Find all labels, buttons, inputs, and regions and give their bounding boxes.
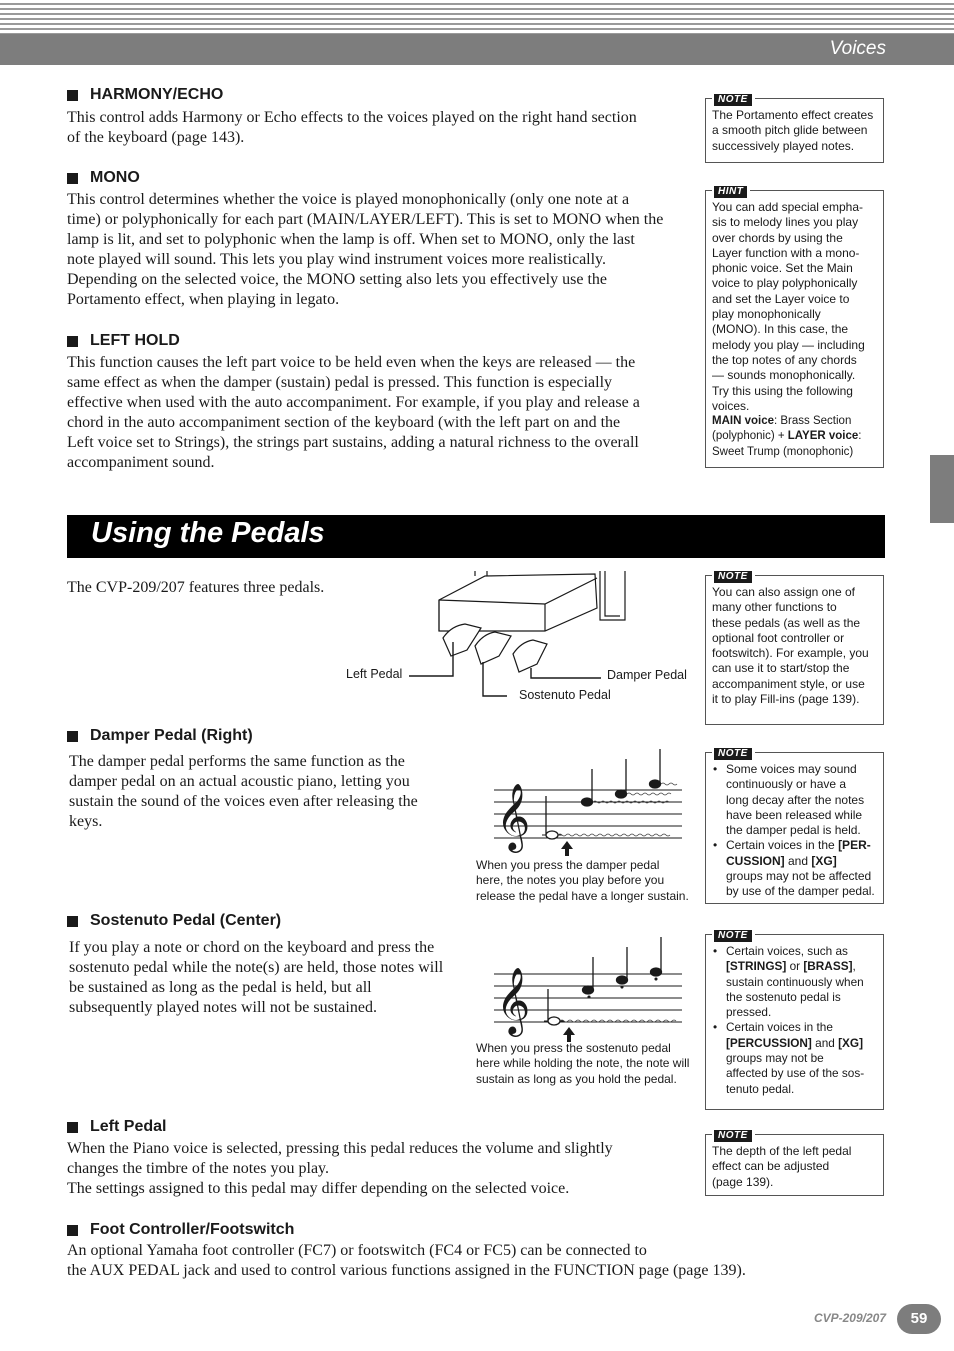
sostenuto-caption: When you press the sostenuto pedal here while holding the note, the note will sustain as long as you hold the pedal. xyxy=(476,1041,690,1086)
damper-pedal-label: Damper Pedal xyxy=(607,668,687,682)
heading-bullet-icon xyxy=(67,1122,78,1133)
note-box-damper: NOTE • Some voices may sound continuously or have a long decay after the notes have been released while the damper pedal is held. • Certain voices in the [PER- CUSSION] and [XG] groups may not be affected by use of the damper pedal. xyxy=(705,752,884,904)
hint-tag-icon: HINT xyxy=(714,186,747,198)
harmony-text: This control adds Harmony or Echo effects to the voices played on the right hand section of the keyboard (page 143). xyxy=(67,109,637,146)
foot-text: An optional Yamaha foot controller (FC7) or footswitch (FC4 or FC5) can be connected to the AUX PEDAL jack and used to control various functions assigned in the FUNCTION page (page 139). xyxy=(67,1242,746,1279)
heading-bullet-icon xyxy=(67,173,78,184)
heading-bullet-icon xyxy=(67,1225,78,1236)
section-banner-title: Using the Pedals xyxy=(91,517,325,549)
hint-box: HINT You can add special empha- sis to melody lines you play over chords by using the Layer function with a mono- phonic voice. Set the Main voice to play polyphonically and set the Layer voice to play monophonically (MONO). In this case, the melody you play — including the top notes of any chords — sounds monophonically. Try this using the following voices. MAIN voice: Brass Section (polyphonic) + LAYER voice: Sweet Trump (monophonic) xyxy=(705,190,884,468)
svg-text:𝄞: 𝄞 xyxy=(496,966,531,1034)
heading-bullet-icon xyxy=(67,916,78,927)
sostenuto-pedal-label: Sostenuto Pedal xyxy=(519,688,611,702)
sostenuto-staff-diagram xyxy=(490,933,685,1045)
heading-bullet-icon xyxy=(67,90,78,101)
heading-bullet-icon xyxy=(67,731,78,742)
harmony-heading: HARMONY/ECHO xyxy=(67,86,223,104)
header-stripes xyxy=(0,0,954,34)
mono-heading: MONO xyxy=(67,169,140,187)
sostenuto-text: If you play a note or chord on the keyboard and press the sostenuto pedal while the note(s) are held, those notes will be sustained as long as the pedal is held, but all subsequently played notes will not be sustained. xyxy=(69,939,444,1016)
note-box-left-pedal: NOTE The depth of the left pedal effect can be adjusted (page 139). xyxy=(705,1134,884,1196)
note-tag-icon: NOTE xyxy=(714,930,752,942)
svg-text:𝄞: 𝄞 xyxy=(496,782,531,850)
note-tag-icon: NOTE xyxy=(714,571,752,583)
note-tag-icon: NOTE xyxy=(714,748,752,760)
left-pedal-text: When the Piano voice is selected, pressing this pedal reduces the volume and slightly changes the timbre of the notes you play. The settings assigned to this pedal may differ depending on the selected voice. xyxy=(67,1140,613,1197)
damper-caption: When you press the damper pedal here, the notes you play before you release the pedal have a longer sustain. xyxy=(476,858,689,903)
chapter-tab xyxy=(930,455,954,523)
pedal-illustration xyxy=(395,568,635,708)
note-tag-icon: NOTE xyxy=(714,94,752,106)
arrow-up-icon xyxy=(561,841,573,856)
damper-text: The damper pedal performs the same function as the damper pedal on an actual acoustic piano, letting you sustain the sound of the voices even after releasing the keys. xyxy=(69,753,418,830)
note-tag-icon: NOTE xyxy=(714,1130,752,1142)
header-bar xyxy=(0,34,954,65)
left-pedal-heading: Left Pedal xyxy=(67,1118,166,1136)
note-box-portamento: NOTE The Portamento effect creates a smooth pitch glide between successively played notes. xyxy=(705,98,884,163)
page-number: 59 xyxy=(897,1304,941,1334)
section-title: Voices xyxy=(829,38,886,59)
section-banner xyxy=(67,515,885,558)
note-box-assign: NOTE You can also assign one of many other functions to these pedals (as well as the optional foot controller or footswitch). For example, you can use it to start/stop the accompaniment style, or use it to play Fill-ins (page 139). xyxy=(705,575,884,725)
arrow-up-icon xyxy=(563,1027,575,1042)
pedals-intro: The CVP-209/207 features three pedals. xyxy=(67,579,325,596)
damper-heading: Damper Pedal (Right) xyxy=(67,727,253,745)
foot-heading: Foot Controller/Footswitch xyxy=(67,1221,294,1239)
left-hold-heading: LEFT HOLD xyxy=(67,332,180,350)
sostenuto-heading: Sostenuto Pedal (Center) xyxy=(67,912,281,930)
damper-staff-diagram xyxy=(490,745,685,857)
note-box-sostenuto: NOTE • Certain voices, such as [STRINGS] or [BRASS], sustain continuously when the sostenuto pedal is pressed. • Certain voices in the [PERCUSSION] and [XG] groups may not be affected by use of the sos- tenuto pedal. xyxy=(705,934,884,1110)
mono-text: This control determines whether the voice is played monophonically (only one note at a time) or polyphonically for each part (MAIN/LAYER/LEFT). This is set to MONO when the lamp is lit, and set to polyphonic when the lamp is off. When set to MONO, only the last note played will sound. This lets you play wind instrument voices more realistically. Depending on the selected voice, the MONO setting also lets you effectively use the Portamento effect, when playing in legato. xyxy=(67,191,664,308)
heading-bullet-icon xyxy=(67,336,78,347)
left-hold-text: This function causes the left part voice to be held even when the keys are released — the same effect as when the damper (sustain) pedal is pressed. This function is especially effective when used with the auto accompaniment. For example, if you play and release a chord in the auto accompaniment section of the keyboard (with the left part on and the Left voice set to Strings), the strings part sustains, adding a natural richness to the overall accompaniment sound. xyxy=(67,354,640,471)
left-pedal-label: Left Pedal xyxy=(346,667,403,681)
footer-model: CVP-209/207 xyxy=(813,1311,886,1325)
